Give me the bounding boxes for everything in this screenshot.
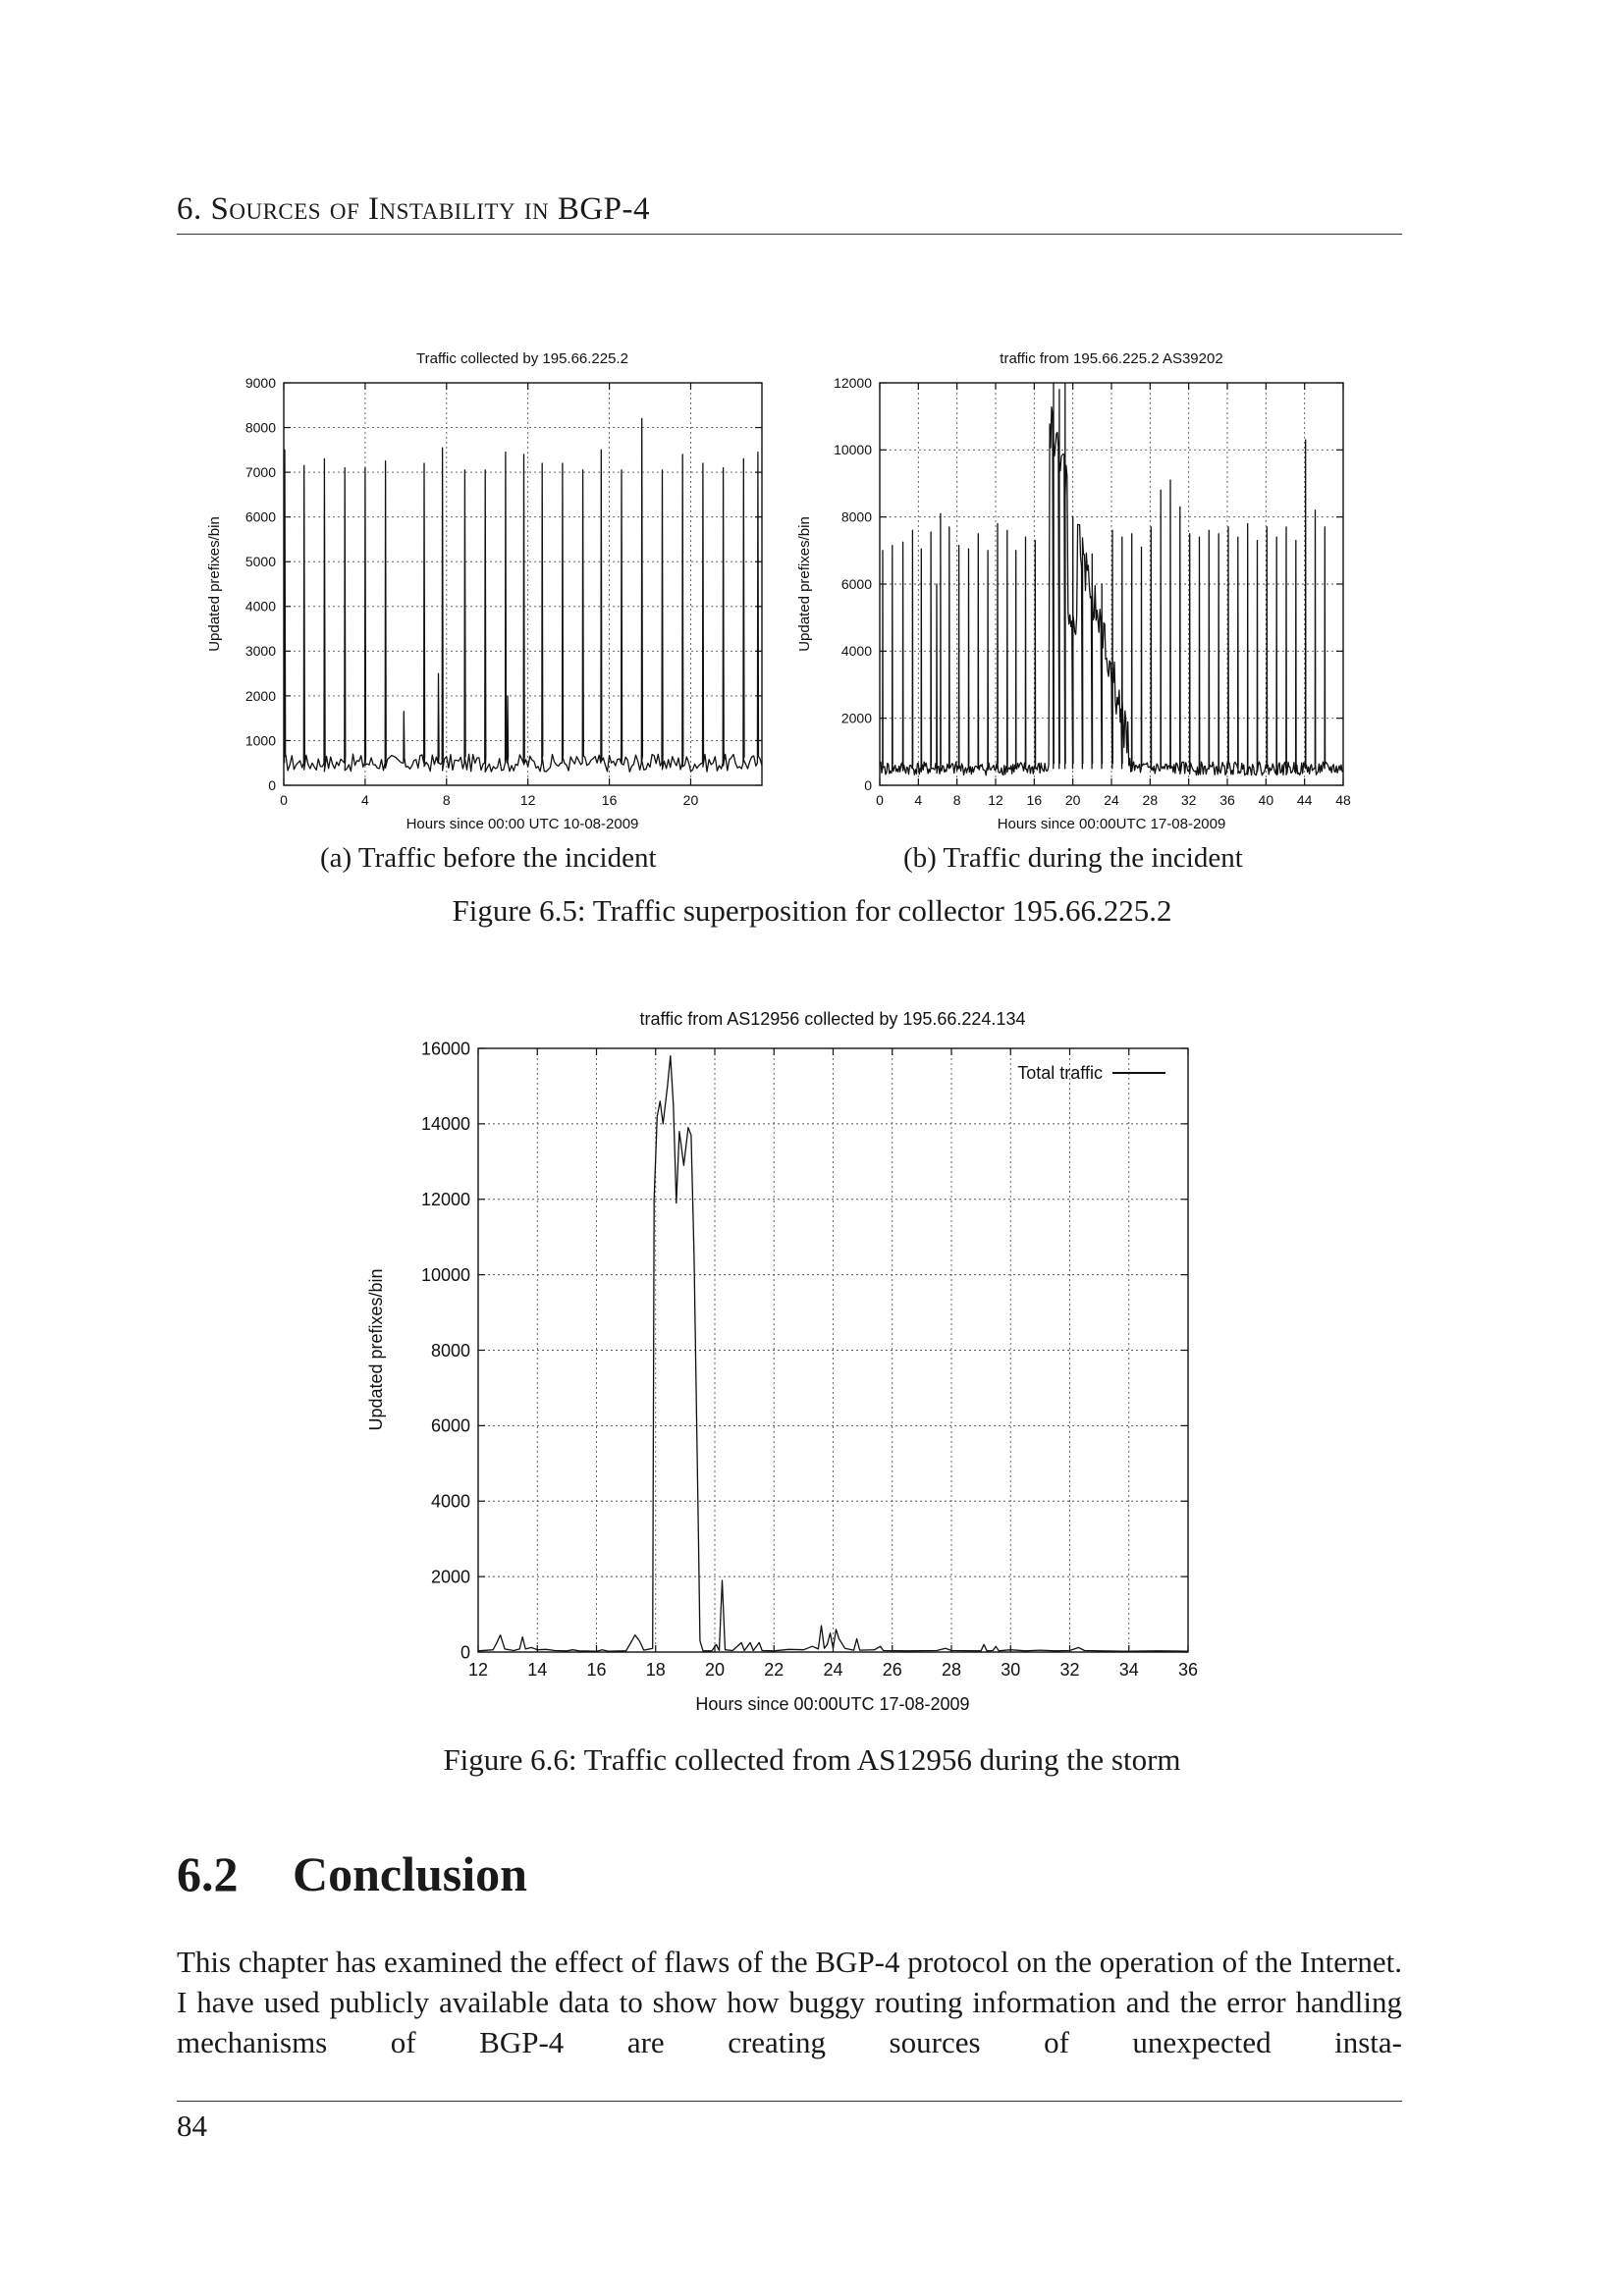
x-tick-label: 0 — [280, 792, 288, 808]
y-tick-label: 1000 — [244, 732, 276, 749]
y-tick-label: 8000 — [244, 419, 276, 436]
figure-6-6-caption: Figure 6.6: Traffic collected from AS12956 during the storm — [443, 1742, 1181, 1777]
x-tick-label: 44 — [1296, 792, 1313, 808]
running-head-text: 6. Sources of Instability in BGP-4 — [177, 191, 651, 227]
figure-6-5-caption: Figure 6.5: Traffic superposition for collector 195.66.225.2 — [452, 893, 1172, 928]
y-tick-label: 12000 — [420, 1190, 470, 1210]
y-tick-label: 4000 — [430, 1491, 470, 1512]
y-tick-label: 3000 — [244, 643, 276, 660]
chart-a-xlabel: Hours since 00:00 UTC 10-08-2009 — [406, 816, 639, 832]
y-tick-label: 2000 — [430, 1567, 470, 1587]
y-tick-label: 14000 — [420, 1114, 470, 1135]
x-tick-label: 32 — [1059, 1660, 1080, 1680]
y-tick-label: 6000 — [244, 508, 276, 525]
y-tick-label: 10000 — [834, 442, 872, 458]
y-tick-label: 8000 — [430, 1340, 470, 1361]
x-tick-label: 40 — [1258, 792, 1274, 808]
y-tick-label: 7000 — [244, 464, 276, 481]
chart-c-ylabel: Updated prefixes/bin — [366, 1268, 386, 1431]
chart-traffic-during-incident — [776, 334, 1404, 844]
y-tick-label: 4000 — [244, 598, 276, 614]
y-tick-label: 0 — [864, 776, 872, 793]
chart-as12956-traffic — [353, 991, 1218, 1728]
x-tick-label: 14 — [527, 1660, 548, 1680]
chart-a-title: Traffic collected by 195.66.225.2 — [416, 350, 628, 367]
x-tick-label: 4 — [914, 792, 923, 808]
x-tick-label: 8 — [952, 792, 961, 808]
y-tick-label: 10000 — [420, 1264, 470, 1285]
chart-c-legend — [1017, 1063, 1165, 1083]
y-tick-label: 5000 — [244, 554, 276, 570]
y-tick-label: 6000 — [430, 1415, 470, 1436]
chart-b-title: traffic from 195.66.225.2 AS39202 — [1000, 350, 1223, 367]
chart-b-ylabel: Updated prefixes/bin — [796, 516, 813, 652]
chart-c-xlabel: Hours since 00:00UTC 17-08-2009 — [695, 1694, 970, 1714]
x-tick-label: 20 — [704, 1660, 726, 1680]
x-tick-label: 34 — [1118, 1660, 1139, 1680]
x-tick-label: 28 — [941, 1660, 962, 1680]
x-tick-label: 12 — [519, 792, 536, 808]
section-heading — [177, 1845, 527, 1902]
chart-a-ylabel: Updated prefixes/bin — [206, 516, 223, 652]
y-tick-label: 6000 — [840, 575, 872, 592]
x-tick-label: 26 — [882, 1660, 902, 1680]
x-tick-label: 16 — [601, 792, 618, 808]
y-tick-label: 12000 — [834, 374, 872, 391]
subcaption-b: (b) Traffic during the incident — [903, 842, 1243, 874]
x-tick-label: 24 — [1104, 792, 1119, 808]
x-tick-label: 36 — [1219, 792, 1235, 808]
x-tick-label: 32 — [1180, 792, 1197, 808]
x-tick-label: 36 — [1177, 1660, 1199, 1680]
series-line — [284, 418, 762, 772]
x-tick-label: 16 — [586, 1660, 607, 1680]
chart-traffic-before-incident — [177, 334, 805, 844]
footer-rule — [177, 2101, 1402, 2102]
chart-a-ticks — [245, 375, 762, 808]
y-tick-label: 16000 — [420, 1039, 470, 1059]
x-tick-label: 20 — [1064, 792, 1081, 808]
y-tick-label: 2000 — [840, 710, 872, 726]
x-tick-label: 18 — [645, 1660, 666, 1680]
section-title: Conclusion — [293, 1846, 527, 1901]
x-tick-label: 20 — [682, 792, 699, 808]
series-line — [880, 383, 1343, 775]
x-tick-label: 0 — [876, 792, 884, 808]
x-tick-label: 24 — [823, 1660, 843, 1680]
x-tick-label: 48 — [1335, 792, 1351, 808]
x-tick-label: 4 — [360, 792, 369, 808]
y-tick-label: 2000 — [244, 687, 276, 704]
x-tick-label: 8 — [442, 792, 451, 808]
chart-c-legend-label: Total traffic — [1017, 1063, 1103, 1083]
section-number: 6.2 — [177, 1846, 239, 1901]
chart-b-xlabel: Hours since 00:00UTC 17-08-2009 — [997, 816, 1226, 832]
x-tick-label: 28 — [1142, 792, 1159, 808]
chart-c-grid — [478, 1048, 1188, 1652]
y-tick-label: 0 — [460, 1642, 470, 1663]
x-tick-label: 30 — [1001, 1660, 1021, 1680]
x-tick-label: 12 — [988, 792, 1003, 808]
x-tick-label: 22 — [764, 1660, 785, 1680]
body-paragraph: This chapter has examined the effect of flaws of the BGP-4 protocol on the operation of the Internet. I have used publicly available data to show how buggy routing information and the error handling mechanisms of BGP-4 are creating sources of unexpected insta- — [177, 1945, 1402, 2059]
y-tick-label: 0 — [268, 776, 276, 793]
chart-a-series — [284, 418, 762, 772]
x-tick-label: 16 — [1026, 792, 1043, 808]
chart-c-title: traffic from AS12956 collected by 195.66.224.134 — [639, 1009, 1026, 1029]
chart-b-series — [880, 383, 1343, 775]
y-tick-label: 8000 — [840, 508, 872, 525]
running-head — [177, 187, 1402, 235]
page-number: 84 — [177, 2109, 207, 2143]
subcaption-a: (a) Traffic before the incident — [320, 842, 657, 874]
y-tick-label: 9000 — [244, 374, 276, 391]
y-tick-label: 4000 — [840, 643, 872, 660]
x-tick-label: 12 — [467, 1660, 489, 1680]
